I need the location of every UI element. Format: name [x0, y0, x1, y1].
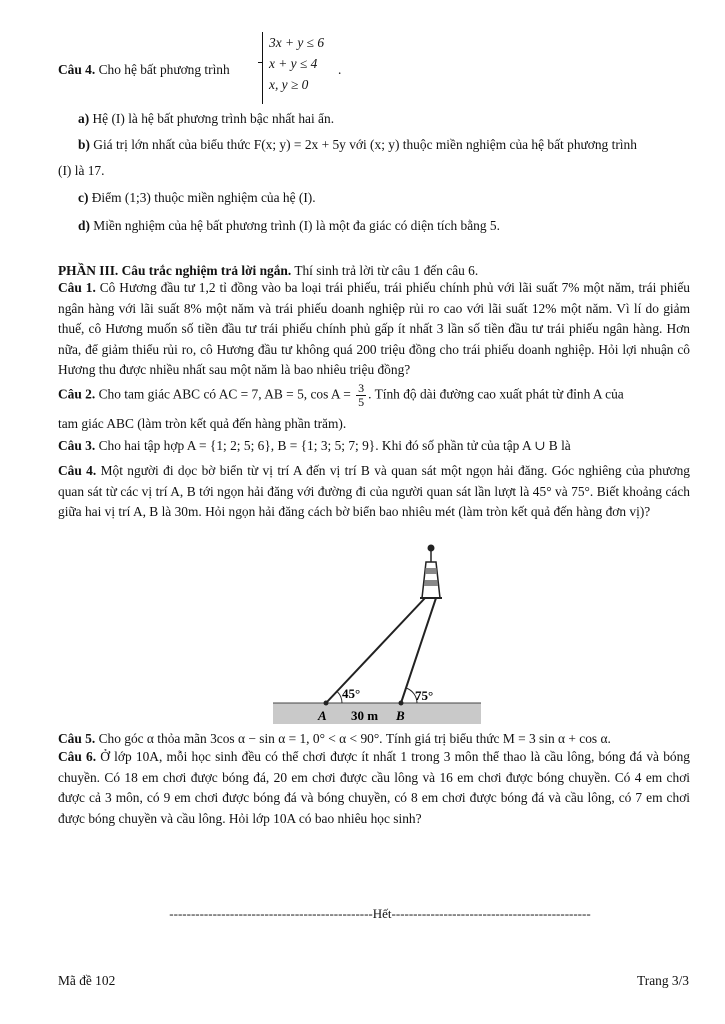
angle-a-label: 45°: [342, 686, 361, 701]
point-a-dot: [324, 701, 329, 706]
point-b-dot: [399, 701, 404, 706]
end-marker: -----------------------------------------------Hết----------------------------------------------: [169, 906, 591, 921]
q4-b-cont: [58, 161, 690, 182]
c5-label: Câu 5.: [58, 731, 96, 746]
q4-intro: [58, 60, 690, 81]
lighthouse-figure: [270, 540, 482, 726]
q4-a-label: a): [78, 111, 90, 126]
c4: [58, 461, 690, 523]
c2-text1: Cho tam giác ABC có AC = 7, AB = 5, cos A =: [98, 386, 351, 402]
c1-text: Cô Hương đầu tư 1,2 tỉ đồng vào ba loại trái phiếu, trái phiếu chính phủ với lãi suất 7% một năm, trái phiếu ngân hàng với lãi suất 8% một năm và trái phiếu doanh nghiệp rủi ro cao với lãi suất 12% một năm. Vì lí do giảm thuế, cô Hương muốn số tiền đầu tư trái phiếu chính phủ gấp ít nhất 3 lần số tiền đầu tư trái phiếu ngân hàng. Hơn nữa, để giảm thiểu rủi ro, cô Hương đầu tư không quá 200 triệu đồng cho trái phiếu doanh nghiệp. Hỏi lợi nhuận cô Hương thu được nhiều nhất sau một năm là bao nhiêu triệu đồng?: [58, 280, 690, 377]
c3-text: Cho hai tập hợp A = {1; 2; 5; 6}, B = {1; 3; 5; 7; 9}. Khi đó số phần tử của tập A ∪ B là: [98, 438, 571, 453]
c3: [58, 436, 690, 457]
q4-label: Câu 4.: [58, 62, 96, 77]
q4-c-text: Điểm (1;3) thuộc miền nghiệm của hệ (I).: [91, 190, 316, 205]
q4-d-text: Miền nghiệm của hệ bất phương trình (I) là một đa giác có diện tích bằng 5.: [93, 218, 500, 233]
q4-b-text2: (I) là 17.: [58, 163, 105, 178]
q4-a-text: Hệ (I) là hệ bất phương trình bậc nhất hai ẩn.: [92, 111, 335, 126]
c6: [58, 747, 690, 829]
q4-c-label: c): [78, 190, 89, 205]
system-line-3: x, y ≥ 0: [269, 77, 309, 92]
frac-den: 5: [358, 395, 365, 409]
c3-label: Câu 3.: [58, 438, 96, 453]
distance-label: 30 m: [351, 708, 379, 723]
c6-label: Câu 6.: [58, 749, 97, 764]
system-line-1: 3x + y ≤ 6: [269, 35, 325, 50]
page-number: Trang 3/3: [637, 973, 689, 988]
q4-trail: .: [338, 62, 342, 77]
c4-text: Một người đi dọc bờ biển từ vị trí A đến vị trí B và quan sát một ngọn hải đăng. Góc nghiêng của phương quan sát từ các vị trí A, B tới ngọn hải đăng với đường đi của người quan sát lần lượt là 45° và 75°. Biết khoảng cách giữa hai vị trí A, B là 30m. Hỏi ngọn hải đăng cách bờ biển bao nhiêu mét (làm tròn kết quả đến hàng đơn vị)?: [58, 463, 690, 519]
point-b-label: B: [396, 708, 405, 723]
q4-c: [78, 188, 690, 209]
q4-d: [78, 216, 690, 237]
sight-line-a: [326, 598, 425, 703]
q4-b-text1: Giá trị lớn nhất của biểu thức F(x; y) = 2x + 5y với (x; y) thuộc miền nghiệm của hệ bất phương trình: [93, 137, 637, 152]
c4-label: Câu 4.: [58, 463, 97, 478]
frac-num: 3: [358, 381, 365, 395]
c1-label: Câu 1.: [58, 280, 96, 295]
system-line-2: x + y ≤ 4: [269, 56, 318, 71]
q4-a: [78, 109, 690, 130]
c2-text2: . Tính độ dài đường cao xuất phát từ đỉnh A của: [368, 386, 624, 402]
inequality-system: [262, 32, 324, 104]
c2: [58, 382, 690, 409]
part3-instruction: Thí sinh trả lời từ câu 1 đến câu 6.: [294, 263, 479, 278]
cos-fraction: [356, 382, 366, 409]
c6-text: Ở lớp 10A, mỗi học sinh đều có thể chơi được ít nhất 1 trong 3 môn thể thao là cầu lông, bóng đá và bóng chuyền. Có 18 em chơi được bóng đá, 20 em chơi được cầu lông và 16 em chơi được bóng chuyền. Có 4 em chơi được cả 3 môn, có 9 em chơi được bóng đá và bóng chuyền, có 8 em chơi được bóng đá và cầu lông, có 7 em chơi được bóng chuyền và cầu lông. Hỏi lớp 10A có bao nhiêu học sinh?: [58, 749, 690, 826]
c5-text: Cho góc α thỏa mãn 3cos α − sin α = 1, 0° < α < 90°. Tính giá trị biểu thức M = 3 sin α + cos α.: [98, 731, 611, 746]
exam-code: Mã đề 102: [58, 973, 116, 988]
c2-text3: tam giác ABC (làm tròn kết quả đến hàng phần trăm).: [58, 416, 347, 431]
point-a-label: A: [318, 708, 327, 723]
c2-cont: [58, 414, 690, 435]
q4-intro-text: Cho hệ bất phương trình: [98, 62, 230, 77]
q4-d-label: d): [78, 218, 90, 233]
angle-b-label: 75°: [415, 688, 434, 703]
c2-label: Câu 2.: [58, 386, 96, 402]
c1: [58, 278, 690, 381]
q4-b: [78, 135, 690, 156]
part3-title: PHẦN III. Câu trắc nghiệm trả lời ngắn.: [58, 263, 292, 278]
q4-b-label: b): [78, 137, 90, 152]
lighthouse: [420, 545, 442, 599]
